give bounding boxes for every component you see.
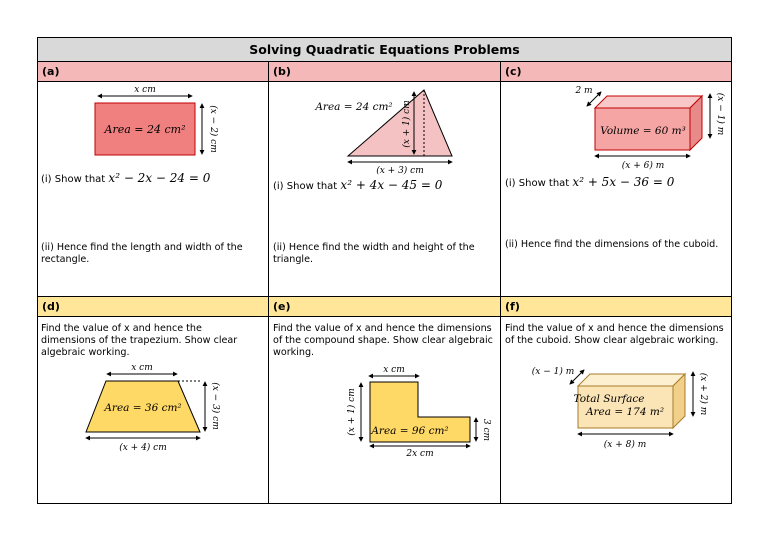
triangle-base-dim: (x + 3) cm — [376, 166, 424, 176]
cuboid-c-volume: Volume = 60 m³ — [600, 125, 686, 137]
compound-shape-diagram — [269, 362, 500, 459]
trapezium-top-dim: x cm — [131, 363, 153, 373]
trapezium-diagram — [38, 362, 268, 454]
header-e: (e) — [269, 297, 500, 317]
cuboid-c-base-dim: (x + 6) m — [621, 161, 665, 171]
header-c: (c) — [501, 62, 731, 82]
instruction-e: Find the value of x and hence the dimensions of the compound shape. Show clear algebraic working. — [273, 323, 493, 358]
part-a-i: (i) Show that x² − 2x − 24 = 0 — [41, 171, 211, 185]
trapezium-area: Area = 36 cm² — [104, 402, 182, 414]
cuboid-f-area-line1: Total Surface — [573, 393, 645, 405]
cuboid-f-area-line2: Area = 174 m² — [585, 406, 665, 418]
cuboid-diagram-c — [501, 82, 731, 174]
rect-top-dim: x cm — [134, 85, 156, 95]
part-a-ii: (ii) Hence find the length and width of the rectangle. — [41, 242, 243, 265]
cuboid-c-side-dim: (x − 1) m — [715, 92, 725, 136]
cuboid-c-depth-dim: 2 m — [575, 86, 593, 96]
triangle-side-dim: (x + 1) cm — [402, 100, 412, 148]
compound-right-dim: 3 cm — [481, 418, 491, 442]
cuboid-f-depth-dim: (x − 1) m — [531, 367, 575, 377]
compound-side-dim: (x + 1) cm — [347, 388, 357, 436]
worksheet — [37, 37, 732, 504]
cuboid-diagram-f — [501, 362, 731, 452]
compound-top-dim: x cm — [383, 365, 405, 375]
part-b-ii: (ii) Hence find the width and height of the triangle. — [273, 242, 475, 265]
trapezium-base-dim: (x + 4) cm — [119, 443, 167, 453]
part-c-i: (i) Show that x² + 5x − 36 = 0 — [505, 175, 675, 189]
rect-side-dim: (x − 2) cm — [208, 105, 218, 153]
trapezium-side-dim: (x − 3) cm — [210, 382, 220, 430]
part-c-ii: (ii) Hence find the dimensions of the cuboid. — [505, 239, 719, 250]
header-a: (a) — [38, 62, 268, 82]
header-b: (b) — [269, 62, 500, 82]
cuboid-f-base-dim: (x + 8) m — [603, 440, 647, 450]
compound-base-dim: 2x cm — [406, 449, 434, 459]
worksheet-title: Solving Quadratic Equations Problems — [38, 38, 731, 62]
part-b-i: (i) Show that x² + 4x − 45 = 0 — [273, 178, 443, 192]
header-d: (d) — [38, 297, 268, 317]
compound-area: Area = 96 cm² — [371, 425, 449, 437]
instruction-f: Find the value of x and hence the dimensions of the cuboid. Show clear algebraic working. — [505, 323, 724, 346]
instruction-d: Find the value of x and hence the dimensions of the trapezium. Show clear algebraic working. — [41, 323, 238, 358]
triangle-area: Area = 24 cm² — [315, 101, 393, 113]
cuboid-f-side-dim: (x + 2) m — [698, 372, 708, 416]
rectangle-diagram — [38, 82, 268, 172]
rect-area: Area = 24 cm² — [104, 123, 186, 136]
triangle-diagram — [269, 82, 500, 177]
header-f: (f) — [501, 297, 731, 317]
